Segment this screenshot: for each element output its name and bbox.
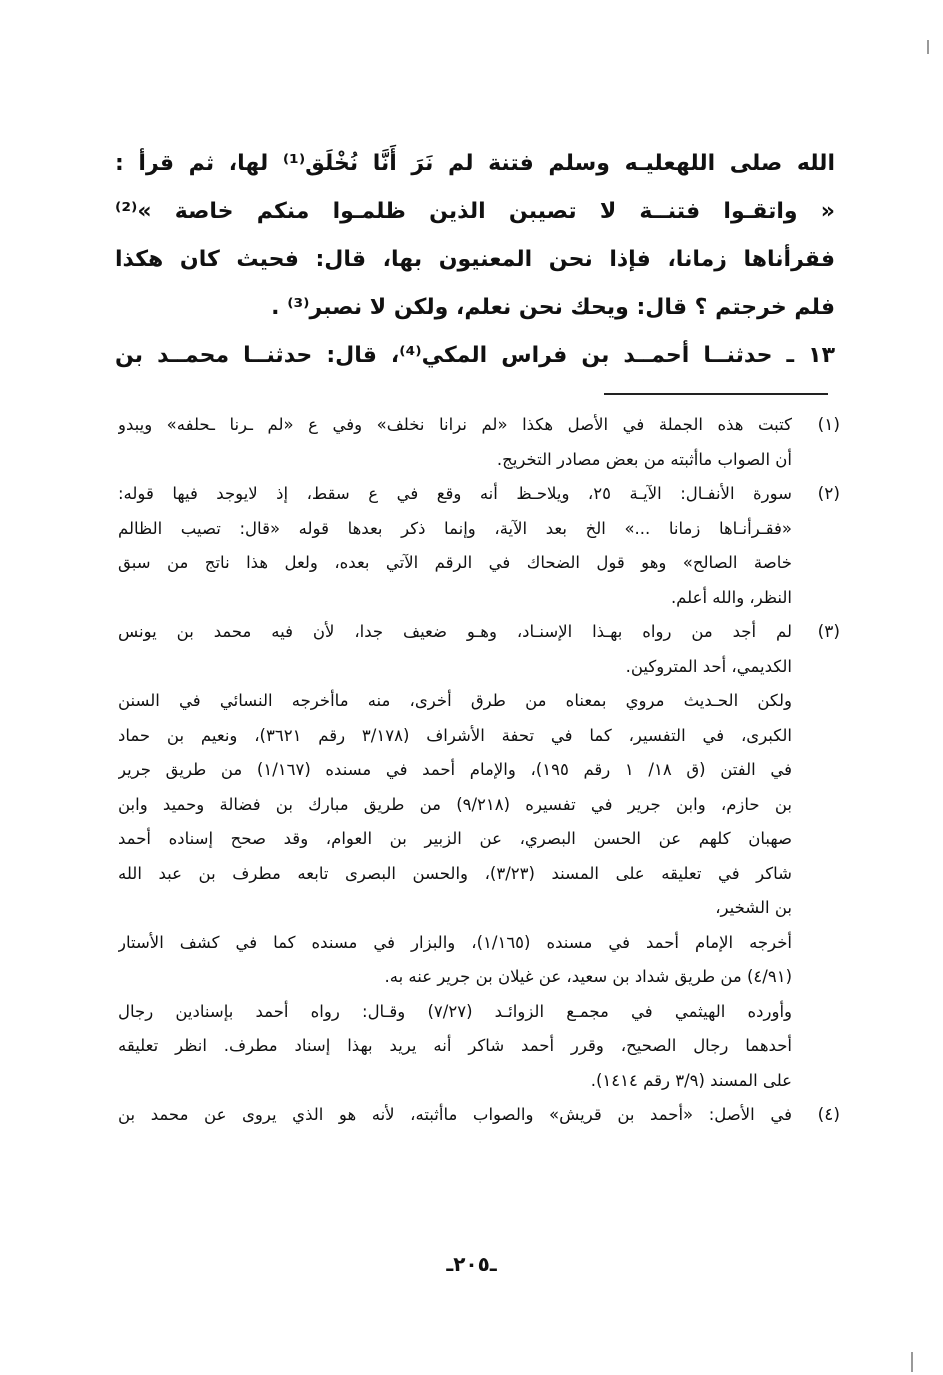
paragraph-line: ولكن الحـديث مروي بمعناه من طرق أخرى، منه ماأخرجه النسائي في السنن [118, 691, 792, 710]
footnote-line: لم أجد من رواه بهـذا الإسنـاد، وهـو ضعيف جدا، لأن فيه محمد بن يونس [118, 622, 792, 641]
footnote-body [118, 477, 792, 615]
footnote-2 [118, 477, 840, 615]
footnote-number: (١) [817, 415, 840, 435]
footnote-line: الكديمي، أحد المتروكين. [625, 656, 792, 676]
main-text [115, 140, 835, 380]
paragraph-line: على المسند (٣/٩ رقم ١٤١٤). [590, 1070, 792, 1090]
footnote-number: (٤) [817, 1105, 840, 1125]
footnote-number: (٢) [817, 484, 840, 504]
footnote-body [118, 1098, 792, 1133]
paragraph-line: (٤/٩١) من طريق شداد بن سعيد، عن غيلان بن جرير عنه به. [384, 967, 792, 986]
footnote-line: أن الصواب ماأثبته من بعض مصادر التخريج. [496, 449, 792, 469]
paragraph-line: الكبرى، في التفسير، كما في تحفة الأشراف (٣/١٧٨ رقم ٣٦٢١)، ونعيم بن حماد [118, 725, 792, 745]
main-line: فلم خرجتم ؟ قال: ويحك نحن نعلم، ولكن لا نصبر⁽³⁾ . [271, 295, 835, 320]
footnotes [118, 408, 840, 1133]
footnote-line: خاصة الصالح» وهو قول الضحاك في الرقم الآتي بعده، ولعل هذا ناتج من سبق [118, 553, 792, 572]
paragraph-line: وأورده الهيثمي في مجمـع الزوائـد (٧/٢٧) وقـال: رواه أحمد بإسنادين رجال [118, 1001, 792, 1021]
footnote-3 [118, 615, 840, 684]
footnote-body [118, 408, 792, 477]
hadith-13-line: ١٣ ـ حدثنــا أحمــد بن فراس المكي⁽⁴⁾، قال: حدثنــا محمــد بن [115, 343, 835, 368]
main-line: فقرأناها زمانا، فإذا نحن المعنيون بها، قال: فحيث كان هكذا [115, 247, 835, 272]
paragraph-line: بن الشخير، [715, 898, 792, 917]
paragraph-line: أحدهما رجال الصحيح، وقرر أحمد شاكر أنه يريد بهذا إسناد مطرف. انظر تعليقه [118, 1036, 792, 1055]
footnote-line: في الأصل: «أحمد بن قريش» والصواب ماأثبته، لأنه هو الذي يروى عن محمد بن [118, 1105, 792, 1124]
footnote-line: سورة الأنفـال: الآيـة ٢٥، ويلاحـظ أنه وقع في ع سقط، إذ لايوجد فيها قوله: [118, 484, 792, 503]
paragraph-line: صهبان كلهم عن الحسن البصري، عن الزبير بن العوام، وقد صحح إسناده أحمد [118, 829, 792, 848]
scan-mark-bottom [911, 1352, 913, 1372]
footnote-3-paragraph [118, 684, 840, 926]
paragraph-line: بن حازم، وابن جرير في تفسيره (٩/٢١٨) من طريق مبارك بن فضالة وحميد وابن [118, 794, 792, 814]
paragraph-line: أخرجه الإمام أحمد في مسنده (١/١٦٥)، والبزار في مسنده كما في كشف الأستار [118, 932, 792, 952]
footnote-4 [118, 1098, 840, 1133]
footnote-line: النظر، والله أعلم. [670, 587, 792, 607]
footnote-line: كتبت هذه الجملة في الأصل هكذا «لم نرانا نخلف» وفي ع «لم ـرنا ـحلفه» ويبدو [118, 415, 792, 434]
footnote-3-paragraph [118, 926, 840, 995]
main-line: الله صلى اللهعليـه وسلم فتنة لم نَرَ أَنَّا نُخْلَق⁽¹⁾ لها، ثم قرأ : [115, 151, 835, 176]
paragraph-line: شاكر في تعليقه على المسند (٣/٢٣)، والحسن البصرى تابعه مطرف بن عبد الله [118, 863, 792, 883]
footnote-line: «فقـرأنـاها زمانا ...» الخ بعد الآية، وإنما ذكر بعدها قوله «قال: تصيب الظالم [118, 518, 792, 538]
footnote-number: (٣) [817, 622, 840, 642]
paragraph-line: في الفتن (ق ١٨/ ١ رقم ١٩٥)، والإمام أحمد في مسنده (١/١٦٧) من طريق جرير [118, 760, 792, 779]
footnote-1 [118, 408, 840, 477]
main-line-quran-verse: « واتقـوا فتنــة لا تصيبن الذين ظلمـوا منكم خاصة »⁽²⁾ [115, 199, 835, 224]
scan-mark-top [927, 40, 929, 54]
footnote-divider [604, 393, 828, 395]
footnote-3-paragraph [118, 995, 840, 1099]
footnote-body [118, 615, 792, 684]
page-number: ـ٢٠٥ـ [446, 1252, 497, 1276]
